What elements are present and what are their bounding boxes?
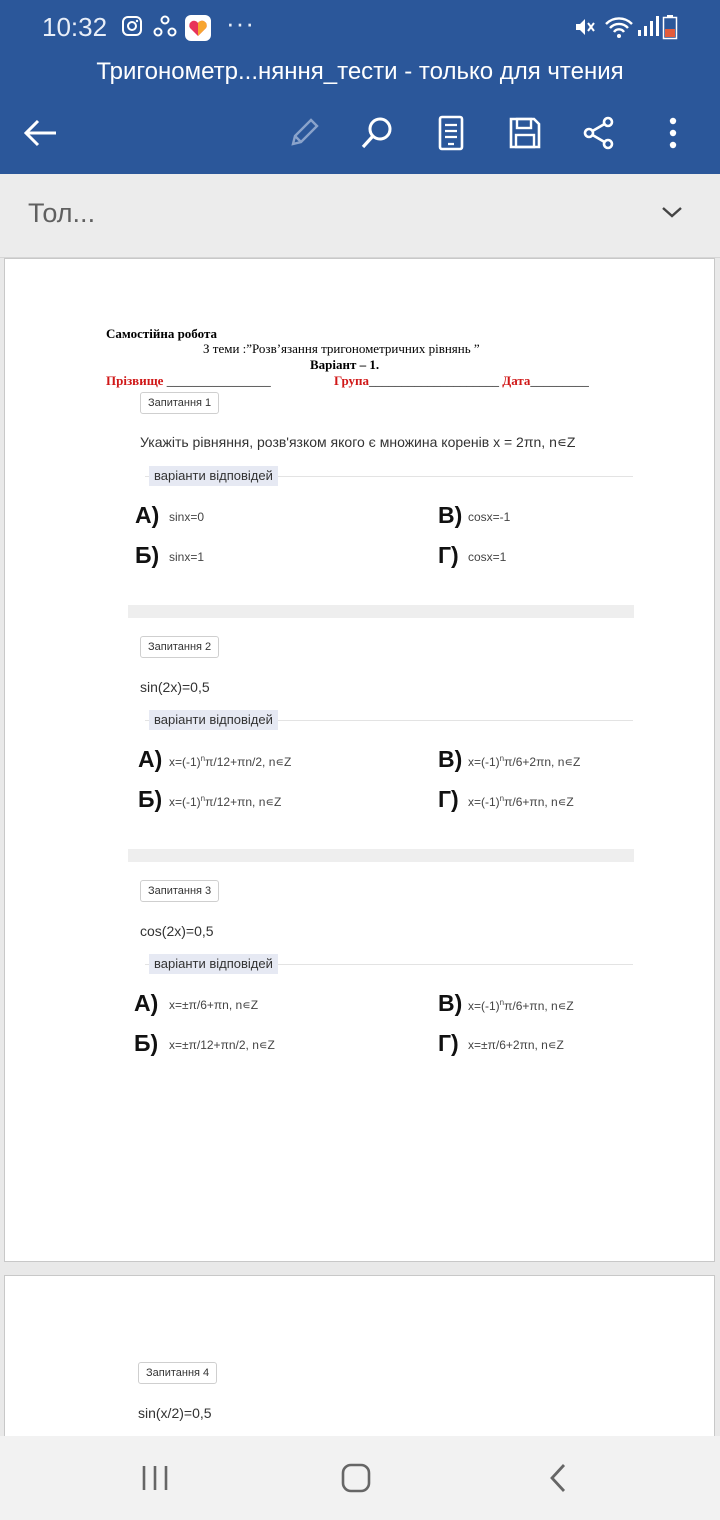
answer-letter: В) [438,502,463,528]
question-4-text: sin(x/2)=0,5 [138,1405,212,1421]
answer-text: $x=(-1)^n\pi/6+\pi n$, n∊Z [468,794,574,809]
question-3-text: cos(2x)=0,5 [140,923,214,939]
save-icon[interactable] [500,108,550,158]
group-label: Група [334,373,370,388]
answer-text: cosx=1 [468,550,507,564]
doc-heading: Самостійна робота [106,326,218,341]
doc-topic: З теми :”Розв’язання тригонометричних рівнянь ” [203,341,480,356]
answer-text: $x=(-1)^n\pi/6+2\pi n$, n∊Z [468,754,581,769]
back-arrow-icon[interactable] [15,108,65,158]
answer-text: $x=(-1)^n\pi/12+\pi n/2$, n∊Z [169,754,292,769]
find-bar-text: Тол... [28,198,96,228]
question-separator [128,605,634,618]
share-icon[interactable] [574,108,624,158]
battery-icon [662,14,678,40]
doc-group-date [334,373,589,389]
question-separator [128,849,634,862]
doc-fields-line [106,373,271,389]
more-vert-icon[interactable] [648,108,698,158]
system-nav-bar [0,1436,720,1520]
answer-text: $x=(-1)^n\pi/12+\pi n$, n∊Z [169,794,282,809]
status-bar [0,0,720,56]
answer-letter: Б) [134,1030,159,1056]
answer-text: sinx=0 [169,510,205,524]
pencil-icon[interactable] [279,108,329,158]
surname-label: Прізвище [106,373,164,388]
question-4-label: Запитання 4 [138,1362,217,1384]
instagram-icon [120,14,146,40]
answer-text: x=±π/12+πn/2, n∊Z [169,1038,275,1052]
question-1-text: Укажіть рівняння, розв'язком якого є множина коренів x = 2πn, n∊Z [140,434,576,450]
answer-text: sinx=1 [169,550,205,564]
back-icon[interactable] [536,1456,580,1500]
question-1-variants-label: варіанти відповідей [149,466,278,486]
answer-text: x=±π/6+πn, n∊Z [169,998,259,1012]
heart-app-icon [185,15,211,41]
answer-letter: Б) [135,542,160,568]
answer-letter: Б) [138,786,163,812]
group-blank: ____________________ [369,373,500,388]
answer-letter: А) [135,502,160,528]
wifi-icon [604,14,634,40]
signal-icon [636,14,662,40]
question-2-text: sin(2x)=0,5 [140,679,210,695]
question-3-label: Запитання 3 [140,880,219,902]
answer-letter: А) [138,746,163,772]
home-icon[interactable] [334,1456,378,1500]
answer-text: $x=(-1)^n\pi/6+\pi n$, n∊Z [468,998,574,1013]
reading-view-icon[interactable] [426,108,476,158]
network-icon [152,14,178,40]
recent-apps-icon[interactable] [133,1456,177,1500]
more-notifications: ··· [226,8,255,38]
doc-variant: Варіант – 1. [310,357,380,372]
question-2-label: Запитання 2 [140,636,219,658]
question-1-label: Запитання 1 [140,392,219,414]
document-page-1 [4,258,715,1262]
date-blank: _________ [530,373,589,388]
date-label: Дата [502,373,531,388]
answer-letter: А) [134,990,159,1016]
question-3-variants-label: варіанти відповідей [149,954,278,974]
chevron-down-icon[interactable] [660,204,684,225]
answer-letter: Г) [438,542,459,568]
app-header [0,0,720,174]
find-bar[interactable] [0,174,720,258]
document-title: Тригонометр...няння_тести - только для чтения [96,58,624,85]
status-time: 10:32 [42,12,108,42]
answer-text: cosx=-1 [468,510,511,524]
question-2-variants-label: варіанти відповідей [149,710,278,730]
answer-letter: В) [438,746,463,772]
answer-text: x=±π/6+2πn, n∊Z [468,1038,564,1052]
answer-letter: Г) [438,1030,459,1056]
mute-icon [572,14,598,40]
answer-letter: Г) [438,786,459,812]
search-icon[interactable] [352,108,402,158]
answer-letter: В) [438,990,463,1016]
surname-blank: ________________ [166,373,271,388]
